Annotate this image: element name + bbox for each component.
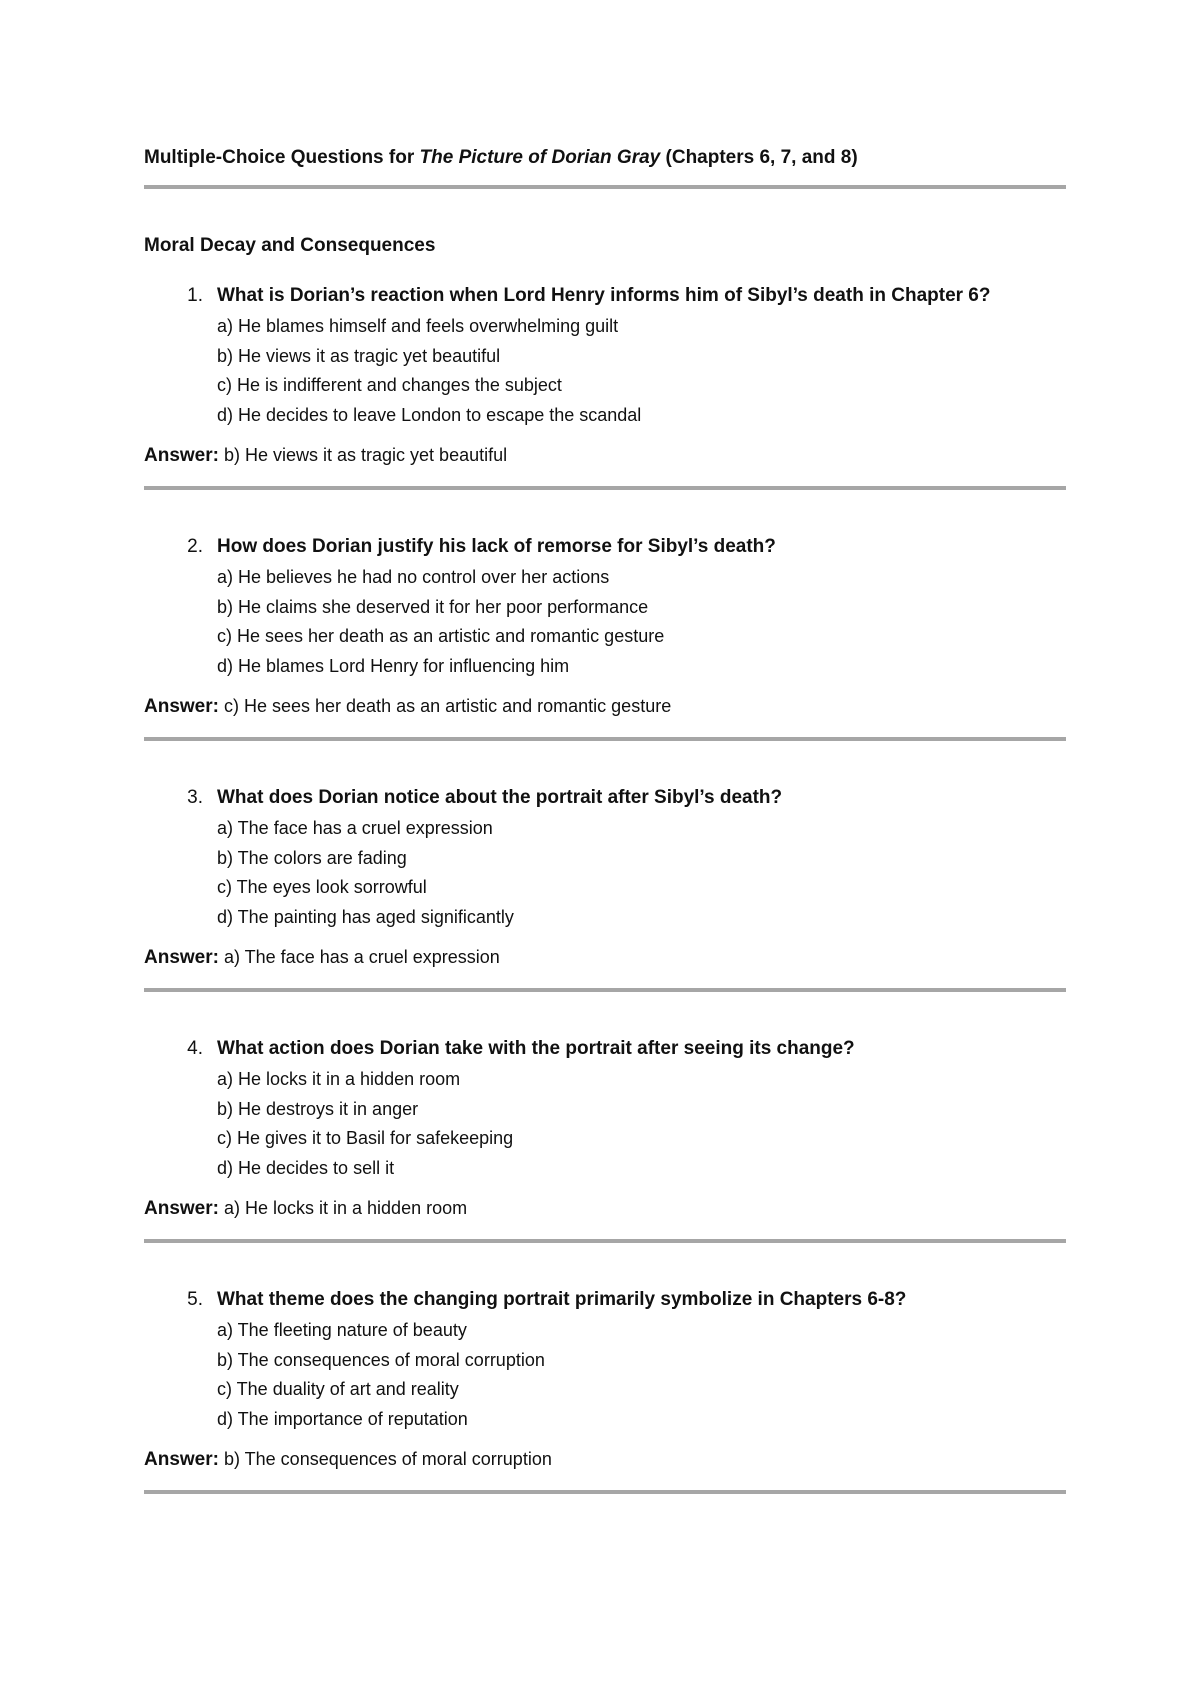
option-item: b) He views it as tragic yet beautiful [217,345,501,366]
question-line [144,1036,1066,1062]
answer-label: Answer: [144,696,219,717]
question-divider [144,988,1066,992]
option-item: d) The painting has aged significantly [217,906,514,927]
question-text: What action does Dorian take with the portrait after seeing its change? [217,1038,855,1059]
question-number: 1. [187,285,203,306]
question-block [144,283,1066,490]
question-divider [144,486,1066,490]
option-item: d) He decides to sell it [217,1157,395,1178]
option-item: d) He decides to leave London to escape the scandal [217,404,642,425]
question-number: 4. [187,1038,203,1059]
option-item: c) He gives it to Basil for safekeeping [217,1128,514,1148]
answer-value: a) The face has a cruel expression [223,947,500,967]
option-item: a) He blames himself and feels overwhelming guilt [217,316,619,336]
question-text: What theme does the changing portrait primarily symbolize in Chapters 6-8? [217,1289,907,1310]
document-title [144,145,1066,171]
option-item: c) He sees her death as an artistic and romantic gesture [217,626,665,646]
option-item: a) He locks it in a hidden room [217,1069,461,1089]
option-list [217,312,1066,430]
question-text: What does Dorian notice about the portrait after Sibyl’s death? [217,787,783,808]
answer-line [144,1446,1066,1473]
document-page [144,145,1066,1494]
answer-value: b) He views it as tragic yet beautiful [223,445,508,465]
option-item: a) The face has a cruel expression [217,818,493,838]
question-block [144,534,1066,741]
question-number: 3. [187,787,203,808]
option-item: d) The importance of reputation [217,1408,468,1429]
question-block [144,785,1066,992]
title-suffix: (Chapters 6, 7, and 8) [660,147,858,168]
answer-value: a) He locks it in a hidden room [223,1198,468,1218]
option-item: c) The duality of art and reality [217,1379,459,1399]
answer-label: Answer: [144,947,219,968]
question-line [144,283,1066,309]
option-list [217,814,1066,932]
option-item: c) The eyes look sorrowful [217,877,427,897]
option-list [217,563,1066,681]
option-list [217,1065,1066,1183]
option-item: c) He is indifferent and changes the subject [217,375,562,395]
question-divider [144,1239,1066,1243]
question-block [144,1036,1066,1243]
question-text: What is Dorian’s reaction when Lord Henry informs him of Sibyl’s death in Chapter 6? [217,285,991,306]
option-item: a) The fleeting nature of beauty [217,1320,467,1340]
option-item: b) The consequences of moral corruption [217,1349,545,1370]
question-number: 5. [187,1289,203,1310]
question-divider [144,737,1066,741]
question-text: How does Dorian justify his lack of remorse for Sibyl’s death? [217,536,776,557]
question-block [144,1287,1066,1494]
answer-label: Answer: [144,1198,219,1219]
answer-line [144,442,1066,469]
question-line [144,1287,1066,1313]
section-heading: Moral Decay and Consequences [144,235,436,256]
option-list [217,1316,1066,1434]
answer-value: b) The consequences of moral corruption [223,1449,552,1469]
answer-value: c) He sees her death as an artistic and romantic gesture [223,696,672,716]
question-number: 2. [187,536,203,557]
title-prefix: Multiple-Choice Questions for [144,147,420,168]
title-divider [144,185,1066,189]
option-item: d) He blames Lord Henry for influencing him [217,655,570,676]
question-line [144,534,1066,560]
question-list [144,283,1066,1494]
option-item: b) He claims she deserved it for her poor performance [217,596,649,617]
option-item: b) He destroys it in anger [217,1098,419,1119]
question-line [144,785,1066,811]
question-divider [144,1490,1066,1494]
answer-line [144,693,1066,720]
answer-line [144,1195,1066,1222]
option-item: b) The colors are fading [217,847,407,868]
title-book: The Picture of Dorian Gray [419,147,661,168]
answer-line [144,944,1066,971]
option-item: a) He believes he had no control over her actions [217,567,610,587]
answer-label: Answer: [144,445,219,466]
answer-label: Answer: [144,1449,219,1470]
